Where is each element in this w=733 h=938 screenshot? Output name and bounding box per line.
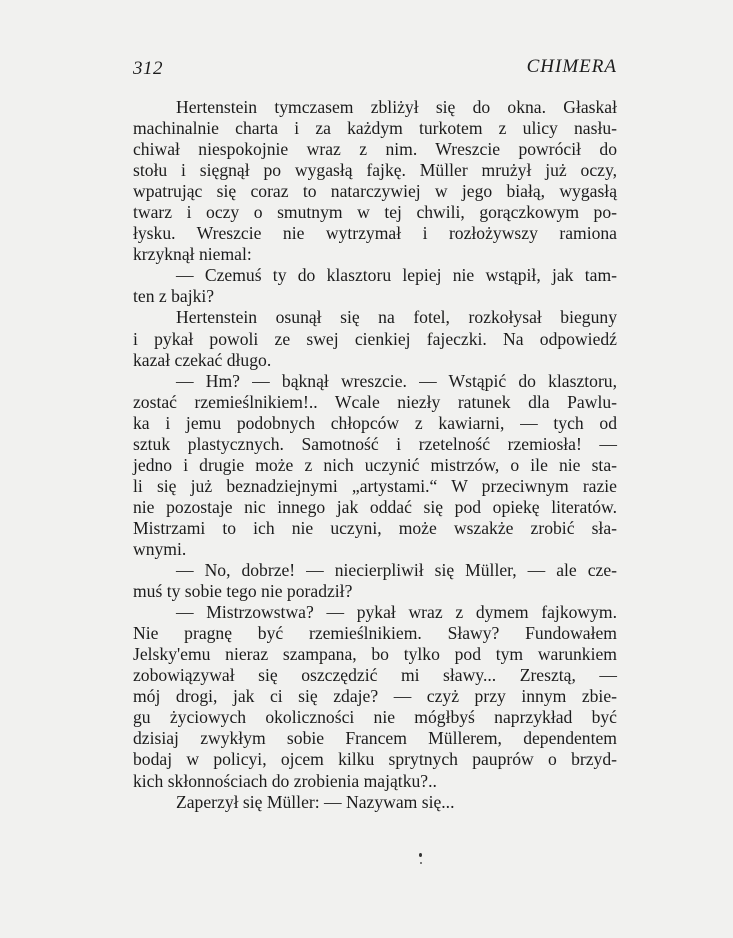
text-line: wnymi. [133,538,187,559]
text-line: — Czemuś ty do klasztoru lepiej nie wstąpił, jak tam- [176,265,617,286]
text-line: bodaj w policyi, ojcem kilku sprytnych pauprów o brzyd- [133,749,617,770]
text-line: machinalnie charta i za każdym turkotem z ulicy nasłu- [133,118,617,139]
page-header [133,56,617,80]
text-line: zostać rzemieślnikiem!.. Wcale niezły ratunek dla Pawlu- [133,391,617,412]
text-line: zobowiązywał się oszczędzić mi sławy... Zresztą, — [133,665,617,686]
text-line: — No, dobrze! — niecierpliwił się Müller, — ale cze- [176,560,617,581]
text-line: ten z bajki? [133,286,215,307]
text-line: muś ty sobie tego nie poradził? [133,581,353,602]
text-line: kazał czekać długo. [133,349,272,370]
running-title: CHIMERA [526,56,617,77]
text-line: stołu i sięgnął po wygasłą fajkę. Müller mrużył już oczy, [133,160,617,181]
text-line: li się już beznadziejnymi „artystami.“ W przeciwnym razie [133,475,617,496]
text-line: Mistrzami to ich nie uczyni, może wszakże zrobić sła- [133,517,617,538]
text-line: nie pozostaje nic innego jak oddać się pod opiekę literatów. [133,496,617,517]
text-line: Hertenstein tymczasem zbliżył się do okna. Głaskał [176,97,617,117]
page-number: 312 [133,58,163,79]
text-line: — Hm? — bąknął wreszcie. — Wstąpić do klasztoru, [176,370,617,391]
text-line: wpatrując się coraz to natarczywiej w jego białą, wygasłą [133,181,617,202]
text-line: kich skłonnościach do zrobienia majątku?.. [133,770,437,791]
body-text [133,97,617,813]
text-line: i pykał powoli ze swej cienkiej fajeczki. Na odpowiedź [133,328,617,349]
print-speck [419,853,422,857]
print-speck [420,862,422,864]
text-line: Nie pragnę być rzemieślnikiem. Sławy? Fundowałem [133,623,617,644]
text-line: dzisiaj zwykłym sobie Francem Müllerem, dependentem [133,728,617,749]
text-line: sztuk plastycznych. Samotność i rzetelność rzemiosła! — [133,433,617,454]
text-line: Jelsky'emu nieraz szampana, bo tylko pod tym warunkiem [133,644,617,665]
text-line: łysku. Wreszcie nie wytrzymał i rozłożywszy ramiona [133,223,617,244]
text-line: gu życiowych okoliczności nie mógłbyś naprzykład być [133,707,617,728]
text-line: chiwał niespokojnie wraz z nim. Wreszcie powrócił do [133,139,617,160]
text-line: mój drogi, jak ci się zdaje? — czyż przy innym zbie- [133,686,617,707]
text-line: ka i jemu podobnych chłopców z kawiarni, — tych od [133,412,617,433]
text-line: — Mistrzowstwa? — pykał wraz z dymem fajkowym. [176,602,617,623]
text-line: jedno i drugie może z nich uczynić mistrzów, o ile nie sta- [133,454,617,475]
text-line: krzyknął niemal: [133,244,252,265]
text-line: twarz i oczy o smutnym w tej chwili, gorączkowym po- [133,202,617,223]
text-line: Hertenstein osunął się na fotel, rozkołysał bieguny [176,307,617,328]
text-line: Zaperzył się Müller: — Nazywam się... [176,791,455,812]
